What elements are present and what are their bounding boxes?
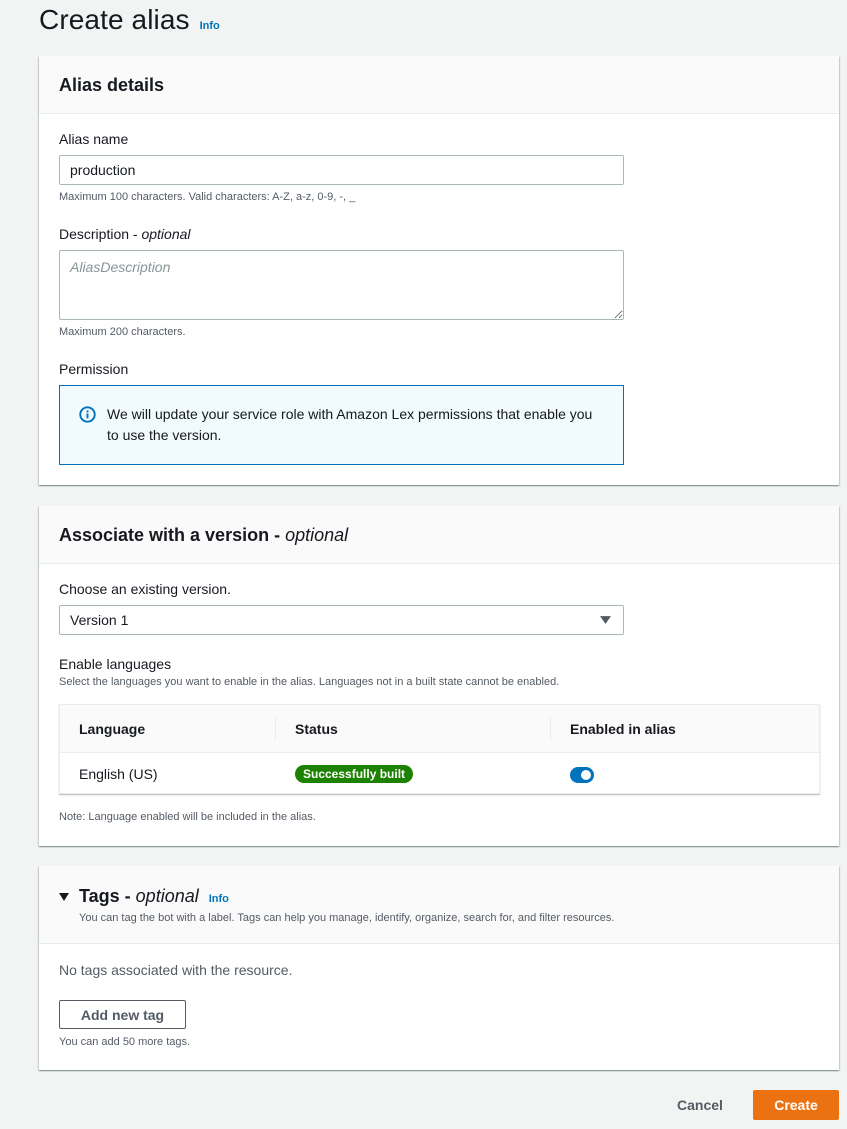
table-header-row [60,705,819,753]
status-badge: Successfully built [295,765,413,783]
create-button[interactable]: Create [753,1090,839,1120]
description-textarea[interactable] [59,250,624,320]
permission-alert-text: We will update your service role with Amazon Lex permissions that enable you to use the version. [107,406,593,443]
column-enabled: Enabled in alias [570,721,676,737]
caret-down-icon [600,616,611,624]
tags-title [79,886,199,907]
alias-details-title: Alias details [59,75,165,95]
alias-name-input[interactable] [59,155,624,185]
description-label [59,226,191,242]
associate-version-optional: optional [285,525,349,545]
caret-down-icon[interactable] [59,893,69,901]
alias-name-label: Alias name [59,131,129,147]
column-language: Language [79,721,146,737]
associate-version-panel [39,506,839,846]
column-separator [275,717,276,741]
tags-info-link[interactable]: Info [208,893,229,905]
version-select[interactable] [59,605,624,635]
enabled-toggle[interactable] [570,767,594,783]
languages-table [59,704,820,794]
info-link[interactable]: Info [199,20,220,32]
version-select-value: Version 1 [70,612,129,628]
associate-version-header [39,506,839,564]
tags-title-row [79,886,229,907]
tags-limit-text: You can add 50 more tags. [59,1036,191,1048]
alias-details-body [39,114,839,485]
associate-version-body [39,564,839,846]
cell-language: English (US) [79,766,158,782]
language-note: Note: Language enabled will be included in the alias. [59,811,316,823]
alias-details-header [39,56,839,114]
enable-languages-label: Enable languages [59,656,172,672]
column-separator [550,717,551,741]
tags-header[interactable] [39,866,839,944]
page-title: Create alias [39,4,190,35]
info-circle-icon [79,406,96,423]
tags-optional: optional [135,886,199,906]
alias-details-panel [39,56,839,485]
permission-label: Permission [59,361,129,377]
description-optional: optional [141,226,191,242]
no-tags-text: No tags associated with the resource. [59,962,293,978]
add-new-tag-button[interactable]: Add new tag [59,1000,186,1029]
alias-name-constraint: Maximum 100 characters. Valid characters: A-Z, a-z, 0-9, -, _ [59,191,356,203]
associate-version-title-text: Associate with a version - [59,525,286,545]
tags-description: You can tag the bot with a label. Tags can help you manage, identify, organize, search for, and filter resources. [79,912,615,924]
description-constraint: Maximum 200 characters. [59,326,186,338]
enable-languages-description: Select the languages you want to enable in the alias. Languages not in a built state cannot be enabled. [59,676,560,688]
associate-version-title [59,525,819,546]
page-header [39,4,220,36]
choose-version-label: Choose an existing version. [59,581,231,597]
column-status: Status [295,721,338,737]
tags-title-text: Tags - [79,886,136,906]
cancel-button[interactable]: Cancel [660,1090,740,1120]
tags-panel [39,866,839,1070]
tags-body [39,944,839,1070]
description-label-text: Description - [59,226,142,242]
permission-info-alert [59,385,624,465]
